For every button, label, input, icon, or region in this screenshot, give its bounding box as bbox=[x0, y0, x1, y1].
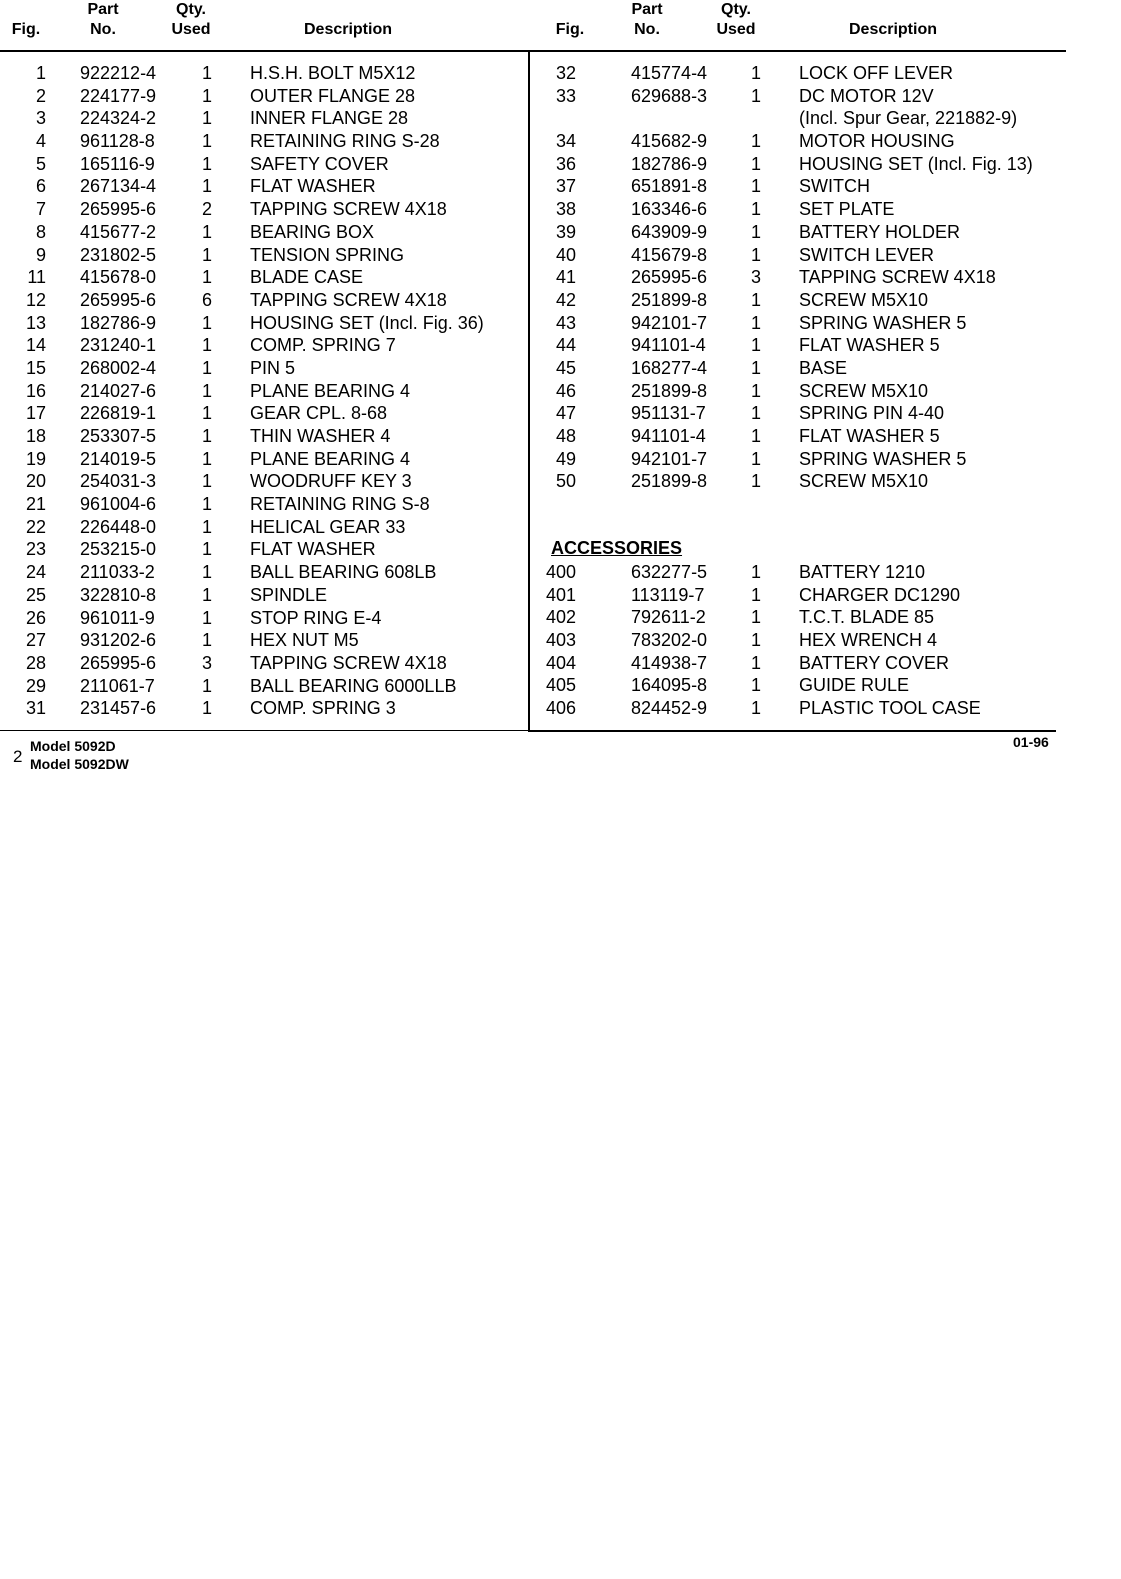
part-number-cell: 226448-0 bbox=[80, 516, 157, 537]
description-cell: DC MOTOR 12V bbox=[799, 85, 934, 106]
description-cell: SAFETY COVER bbox=[250, 153, 389, 174]
part-number-cell: 322810-8 bbox=[80, 584, 157, 605]
quantity-cell: 1 bbox=[750, 289, 761, 310]
description-cell: SPINDLE bbox=[250, 584, 328, 605]
accessories-table bbox=[536, 561, 1056, 720]
fig-cell: 21 bbox=[25, 494, 46, 515]
part-number-cell: 941101-4 bbox=[631, 335, 706, 356]
table-row bbox=[0, 85, 528, 108]
table-row bbox=[536, 334, 1056, 357]
quantity-cell: 1 bbox=[201, 494, 212, 515]
fig-cell: 23 bbox=[25, 539, 46, 560]
fig-cell: 47 bbox=[555, 403, 576, 424]
fig-cell: 9 bbox=[35, 244, 46, 265]
fig-cell: 46 bbox=[555, 380, 576, 401]
part-number-cell: 414938-7 bbox=[631, 652, 708, 673]
fig-cell: 3 bbox=[35, 108, 46, 129]
quantity-cell: 1 bbox=[201, 85, 212, 106]
table-row bbox=[0, 175, 528, 198]
table-row bbox=[0, 357, 528, 380]
fig-cell: 12 bbox=[25, 289, 46, 310]
part-number-cell: 415774-4 bbox=[631, 63, 708, 83]
table-row bbox=[0, 516, 528, 539]
description-cell: THIN WASHER 4 bbox=[250, 426, 391, 446]
header-part-right: Part No. bbox=[631, 1, 663, 38]
fig-cell: 44 bbox=[555, 335, 576, 356]
fig-cell: 401 bbox=[545, 584, 576, 605]
description-cell: TAPPING SCREW 4X18 bbox=[250, 289, 447, 310]
part-number-cell: 942101-7 bbox=[631, 448, 708, 469]
quantity-cell: 1 bbox=[750, 312, 761, 333]
header-qty-right: Qty. Used bbox=[716, 1, 756, 38]
description-cell: OUTER FLANGE 28 bbox=[250, 85, 416, 106]
fig-cell: 17 bbox=[25, 403, 46, 424]
table-row bbox=[536, 470, 1056, 493]
quantity-cell: 1 bbox=[201, 221, 212, 242]
accessories-heading: ACCESSORIES bbox=[551, 538, 683, 558]
table-row bbox=[536, 130, 1056, 153]
description-cell: TAPPING SCREW 4X18 bbox=[799, 267, 996, 288]
part-number-cell: 783202-0 bbox=[631, 630, 708, 651]
parts-table-right bbox=[536, 62, 1056, 493]
description-cell: BATTERY COVER bbox=[799, 652, 950, 673]
description-cell: PLASTIC TOOL CASE bbox=[799, 698, 981, 719]
fig-cell: 15 bbox=[25, 357, 46, 378]
part-number-cell: 632277-5 bbox=[631, 562, 708, 582]
description-cell: TENSION SPRING bbox=[250, 244, 405, 265]
table-row bbox=[536, 244, 1056, 267]
description-cell: HOUSING SET (Incl. Fig. 36) bbox=[250, 312, 484, 333]
parts-table-left bbox=[0, 62, 528, 720]
fig-cell: 50 bbox=[555, 471, 576, 492]
description-cell: PIN 5 bbox=[250, 357, 296, 378]
table-row bbox=[536, 198, 1056, 221]
table-row bbox=[0, 244, 528, 267]
table-row bbox=[0, 153, 528, 176]
description-cell: HEX NUT M5 bbox=[250, 630, 359, 651]
part-number-cell: 961011-9 bbox=[80, 607, 155, 628]
description-cell: BATTERY HOLDER bbox=[799, 221, 961, 242]
description-cell: SCREW M5X10 bbox=[799, 471, 929, 492]
part-number-cell: 265995-6 bbox=[80, 652, 157, 673]
quantity-cell: 1 bbox=[750, 153, 761, 174]
fig-cell: 1 bbox=[35, 63, 46, 83]
part-number-cell: 182786-9 bbox=[631, 153, 708, 174]
part-number-cell: 163346-6 bbox=[631, 199, 708, 220]
quantity-cell: 1 bbox=[750, 335, 761, 356]
quantity-cell: 1 bbox=[750, 426, 761, 446]
quantity-cell: 1 bbox=[201, 562, 212, 583]
quantity-cell: 1 bbox=[750, 176, 761, 197]
part-number-cell: 415682-9 bbox=[631, 131, 708, 152]
table-row bbox=[0, 221, 528, 244]
description-cell: T.C.T. BLADE 85 bbox=[799, 607, 935, 628]
part-number-cell: 267134-4 bbox=[80, 176, 157, 197]
fig-cell: 403 bbox=[545, 630, 576, 651]
table-row bbox=[536, 402, 1056, 425]
description-cell: TAPPING SCREW 4X18 bbox=[250, 199, 447, 220]
part-number-cell: 164095-8 bbox=[631, 675, 708, 696]
fig-cell: 42 bbox=[555, 289, 576, 310]
column-divider bbox=[528, 51, 530, 731]
table-row bbox=[536, 175, 1056, 198]
description-cell: LOCK OFF LEVER bbox=[799, 63, 954, 83]
part-number-cell: 824452-9 bbox=[631, 698, 708, 719]
part-number-cell: 941101-4 bbox=[631, 426, 706, 446]
part-number-cell: 415678-0 bbox=[80, 267, 157, 288]
fig-cell: 48 bbox=[555, 426, 576, 446]
part-number-cell: 231240-1 bbox=[80, 335, 157, 356]
description-cell: BLADE CASE bbox=[250, 267, 364, 288]
quantity-cell: 3 bbox=[750, 267, 761, 288]
fig-cell: 6 bbox=[35, 176, 46, 197]
description-cell: BEARING BOX bbox=[250, 221, 375, 242]
header-part-left: Part No. bbox=[87, 1, 119, 38]
fig-cell: 400 bbox=[545, 562, 576, 582]
description-cell: H.S.H. BOLT M5X12 bbox=[250, 63, 416, 83]
fig-cell: 11 bbox=[27, 267, 46, 288]
fig-cell: 29 bbox=[25, 675, 46, 696]
table-row bbox=[536, 629, 1056, 652]
description-cell: SWITCH bbox=[799, 176, 870, 197]
part-number-cell: 265995-6 bbox=[631, 267, 708, 288]
model-name-1: Model 5092D bbox=[30, 738, 116, 754]
date-code: 01-96 bbox=[1013, 734, 1049, 750]
description-cell: HEX WRENCH 4 bbox=[799, 630, 938, 651]
description-cell: FLAT WASHER bbox=[250, 176, 376, 197]
quantity-cell: 2 bbox=[201, 199, 212, 220]
description-cell: SWITCH LEVER bbox=[799, 244, 935, 265]
quantity-cell: 1 bbox=[201, 108, 212, 129]
quantity-cell: 1 bbox=[750, 244, 761, 265]
quantity-cell: 1 bbox=[750, 652, 761, 673]
quantity-cell: 1 bbox=[201, 607, 212, 628]
part-number-cell: 231802-5 bbox=[80, 244, 157, 265]
part-number-cell: 165116-9 bbox=[80, 153, 155, 174]
description-cell: FLAT WASHER 5 bbox=[799, 335, 940, 356]
fig-cell: 45 bbox=[555, 357, 576, 378]
description-cell: COMP. SPRING 3 bbox=[250, 698, 396, 719]
part-number-cell: 265995-6 bbox=[80, 289, 157, 310]
quantity-cell: 1 bbox=[750, 698, 761, 719]
quantity-cell: 1 bbox=[201, 426, 212, 446]
part-number-cell: 254031-3 bbox=[80, 471, 157, 492]
table-row bbox=[536, 289, 1056, 312]
part-number-cell: 214027-6 bbox=[80, 380, 157, 401]
fig-cell: 7 bbox=[35, 199, 46, 220]
description-cell: INNER FLANGE 28 bbox=[250, 108, 409, 129]
table-row bbox=[0, 334, 528, 357]
quantity-cell: 1 bbox=[201, 176, 212, 197]
fig-cell: 18 bbox=[25, 426, 46, 446]
fig-cell: 20 bbox=[25, 471, 46, 492]
part-number-cell: 211061-7 bbox=[80, 675, 155, 696]
fig-cell: 16 bbox=[25, 380, 46, 401]
part-number-cell: 168277-4 bbox=[631, 357, 708, 378]
header-rule bbox=[0, 50, 1066, 52]
description-cell: BATTERY 1210 bbox=[799, 562, 926, 582]
part-number-cell: 113119-7 bbox=[631, 584, 705, 605]
part-number-cell: 629688-3 bbox=[631, 85, 708, 106]
table-row bbox=[0, 629, 528, 652]
description-cell: BASE bbox=[799, 357, 848, 378]
quantity-cell: 1 bbox=[201, 153, 212, 174]
fig-cell: 38 bbox=[555, 199, 576, 220]
fig-cell: 22 bbox=[25, 516, 46, 537]
quantity-cell: 1 bbox=[750, 357, 761, 378]
header-fig-right: Fig. bbox=[555, 21, 585, 38]
part-number-cell: 253307-5 bbox=[80, 426, 157, 446]
quantity-cell: 1 bbox=[750, 607, 761, 628]
part-number-cell: 224177-9 bbox=[80, 85, 157, 106]
bottom-rule-left bbox=[0, 730, 530, 731]
quantity-cell: 1 bbox=[201, 335, 212, 356]
quantity-cell: 1 bbox=[201, 630, 212, 651]
part-number-cell: 268002-4 bbox=[80, 357, 157, 378]
description-cell: SCREW M5X10 bbox=[799, 289, 929, 310]
part-number-cell: 415677-2 bbox=[80, 221, 157, 242]
quantity-cell: 1 bbox=[201, 63, 212, 83]
part-number-cell: 211033-2 bbox=[80, 562, 155, 583]
description-cell: SPRING PIN 4-40 bbox=[799, 403, 945, 424]
quantity-cell: 1 bbox=[201, 380, 212, 401]
fig-cell: 13 bbox=[25, 312, 46, 333]
table-row bbox=[536, 674, 1056, 697]
table-row bbox=[0, 470, 528, 493]
quantity-cell: 1 bbox=[750, 630, 761, 651]
table-row bbox=[0, 697, 528, 720]
table-row bbox=[536, 221, 1056, 244]
fig-cell: 14 bbox=[25, 335, 46, 356]
part-number-cell: 231457-6 bbox=[80, 698, 157, 719]
part-number-cell: 643909-9 bbox=[631, 221, 708, 242]
quantity-cell: 1 bbox=[201, 698, 212, 719]
header-description-right: Description bbox=[848, 21, 937, 38]
fig-cell: 43 bbox=[555, 312, 576, 333]
fig-cell: 406 bbox=[545, 698, 576, 719]
table-row bbox=[536, 425, 1056, 448]
part-number-cell: 251899-8 bbox=[631, 289, 708, 310]
description-cell: COMP. SPRING 7 bbox=[250, 335, 396, 356]
fig-cell: 37 bbox=[555, 176, 576, 197]
quantity-cell: 1 bbox=[750, 380, 761, 401]
description-cell: CHARGER DC1290 bbox=[799, 584, 961, 605]
table-row bbox=[536, 266, 1056, 289]
fig-cell: 8 bbox=[35, 221, 46, 242]
description-cell: BALL BEARING 6000LLB bbox=[250, 675, 457, 696]
quantity-cell: 3 bbox=[201, 652, 212, 673]
part-number-cell: 951131-7 bbox=[631, 403, 706, 424]
quantity-cell: 1 bbox=[750, 584, 761, 605]
part-number-cell: 251899-8 bbox=[631, 471, 708, 492]
table-row bbox=[536, 652, 1056, 675]
quantity-cell: 1 bbox=[750, 562, 761, 582]
quantity-cell: 1 bbox=[201, 584, 212, 605]
fig-cell: 40 bbox=[555, 244, 576, 265]
quantity-cell: 1 bbox=[201, 131, 212, 152]
part-number-cell: 961004-6 bbox=[80, 494, 157, 515]
description-cell: FLAT WASHER 5 bbox=[799, 426, 940, 446]
table-row bbox=[536, 448, 1056, 471]
quantity-cell: 1 bbox=[750, 403, 761, 424]
quantity-cell: 1 bbox=[201, 539, 212, 560]
part-number-cell: 251899-8 bbox=[631, 380, 708, 401]
table-row bbox=[536, 312, 1056, 335]
part-number-cell: 961128-8 bbox=[80, 131, 155, 152]
fig-cell: 402 bbox=[545, 607, 576, 628]
table-row bbox=[0, 561, 528, 584]
description-cell: RETAINING RING S-28 bbox=[250, 131, 440, 152]
table-row bbox=[0, 652, 528, 675]
model-name-2: Model 5092DW bbox=[30, 756, 129, 772]
part-number-cell: 922212-4 bbox=[80, 63, 157, 83]
description-cell: TAPPING SCREW 4X18 bbox=[250, 652, 447, 673]
table-row bbox=[536, 62, 1056, 85]
quantity-cell: 1 bbox=[201, 357, 212, 378]
table-row bbox=[0, 675, 528, 698]
table-row bbox=[536, 153, 1056, 176]
quantity-cell: 1 bbox=[750, 63, 761, 83]
table-row bbox=[0, 198, 528, 221]
table-row bbox=[536, 380, 1056, 403]
description-cell: RETAINING RING S-8 bbox=[250, 494, 430, 515]
part-number-cell: 931202-6 bbox=[80, 630, 157, 651]
fig-cell: 31 bbox=[25, 698, 46, 719]
quantity-cell: 1 bbox=[201, 471, 212, 492]
table-row bbox=[536, 606, 1056, 629]
description-cell: WOODRUFF KEY 3 bbox=[250, 471, 412, 492]
header-qty-left: Qty. Used bbox=[171, 1, 211, 38]
quantity-cell: 1 bbox=[201, 403, 212, 424]
quantity-cell: 6 bbox=[201, 289, 212, 310]
part-number-cell: 224324-2 bbox=[80, 108, 157, 129]
quantity-cell: 1 bbox=[201, 244, 212, 265]
description-cell: SET PLATE bbox=[799, 199, 895, 220]
fig-cell: 27 bbox=[25, 630, 46, 651]
description-cell: GUIDE RULE bbox=[799, 675, 910, 696]
table-row bbox=[0, 425, 528, 448]
part-number-cell: 415679-8 bbox=[631, 244, 708, 265]
quantity-cell: 1 bbox=[750, 199, 761, 220]
part-number-cell: 226819-1 bbox=[80, 403, 157, 424]
table-row bbox=[0, 493, 528, 516]
quantity-cell: 1 bbox=[201, 516, 212, 537]
fig-cell: 404 bbox=[545, 652, 576, 673]
table-row bbox=[0, 584, 528, 607]
bottom-rule-right bbox=[528, 730, 1056, 732]
table-row bbox=[536, 107, 1056, 130]
table-row bbox=[0, 130, 528, 153]
part-number-cell: 792611-2 bbox=[631, 607, 706, 628]
table-row bbox=[0, 62, 528, 85]
fig-cell: 49 bbox=[555, 448, 576, 469]
table-row bbox=[536, 584, 1056, 607]
header-description-left: Description bbox=[303, 21, 392, 38]
table-row bbox=[0, 538, 528, 561]
table-row bbox=[536, 85, 1056, 108]
description-cell: PLANE BEARING 4 bbox=[250, 448, 411, 469]
quantity-cell: 1 bbox=[201, 448, 212, 469]
fig-cell: 28 bbox=[25, 652, 46, 673]
part-number-cell: 214019-5 bbox=[80, 448, 157, 469]
fig-cell: 36 bbox=[555, 153, 576, 174]
fig-cell: 405 bbox=[545, 675, 576, 696]
table-row bbox=[0, 380, 528, 403]
part-number-cell: 253215-0 bbox=[80, 539, 157, 560]
part-number-cell: 651891-8 bbox=[631, 176, 708, 197]
description-cell: SPRING WASHER 5 bbox=[799, 448, 967, 469]
quantity-cell: 1 bbox=[750, 221, 761, 242]
table-row bbox=[536, 697, 1056, 720]
fig-cell: 26 bbox=[25, 607, 46, 628]
table-row bbox=[0, 607, 528, 630]
table-row bbox=[536, 357, 1056, 380]
quantity-cell: 1 bbox=[750, 131, 761, 152]
fig-cell: 41 bbox=[555, 267, 576, 288]
table-row bbox=[0, 266, 528, 289]
quantity-cell: 1 bbox=[750, 85, 761, 106]
fig-cell: 33 bbox=[555, 85, 576, 106]
quantity-cell: 1 bbox=[750, 675, 761, 696]
page-number: 2 bbox=[13, 747, 23, 766]
fig-cell: 5 bbox=[35, 153, 46, 174]
description-cell: MOTOR HOUSING bbox=[799, 131, 955, 152]
part-number-cell: 942101-7 bbox=[631, 312, 708, 333]
table-row bbox=[0, 402, 528, 425]
description-cell: HOUSING SET (Incl. Fig. 13) bbox=[799, 153, 1033, 174]
table-row bbox=[536, 561, 1056, 584]
description-cell: (Incl. Spur Gear, 221882-9) bbox=[799, 108, 1018, 129]
description-cell: HELICAL GEAR 33 bbox=[250, 516, 406, 537]
part-number-cell: 265995-6 bbox=[80, 199, 157, 220]
description-cell: FLAT WASHER bbox=[250, 539, 376, 560]
header-fig-left: Fig. bbox=[11, 21, 41, 38]
fig-cell: 4 bbox=[35, 131, 46, 152]
fig-cell: 19 bbox=[25, 448, 46, 469]
fig-cell: 32 bbox=[555, 63, 576, 83]
fig-cell: 34 bbox=[555, 131, 576, 152]
description-cell: GEAR CPL. 8-68 bbox=[250, 403, 388, 424]
table-row bbox=[0, 448, 528, 471]
fig-cell: 2 bbox=[35, 85, 46, 106]
quantity-cell: 1 bbox=[201, 267, 212, 288]
fig-cell: 24 bbox=[25, 562, 46, 583]
quantity-cell: 1 bbox=[201, 312, 212, 333]
description-cell: PLANE BEARING 4 bbox=[250, 380, 411, 401]
part-number-cell: 182786-9 bbox=[80, 312, 157, 333]
fig-cell: 39 bbox=[555, 221, 576, 242]
description-cell: SCREW M5X10 bbox=[799, 380, 929, 401]
description-cell: BALL BEARING 608LB bbox=[250, 562, 437, 583]
description-cell: SPRING WASHER 5 bbox=[799, 312, 967, 333]
table-row bbox=[0, 312, 528, 335]
table-row bbox=[0, 289, 528, 312]
quantity-cell: 1 bbox=[750, 471, 761, 492]
quantity-cell: 1 bbox=[201, 675, 212, 696]
table-row bbox=[0, 107, 528, 130]
fig-cell: 25 bbox=[25, 584, 46, 605]
description-cell: STOP RING E-4 bbox=[250, 607, 382, 628]
quantity-cell: 1 bbox=[750, 448, 761, 469]
